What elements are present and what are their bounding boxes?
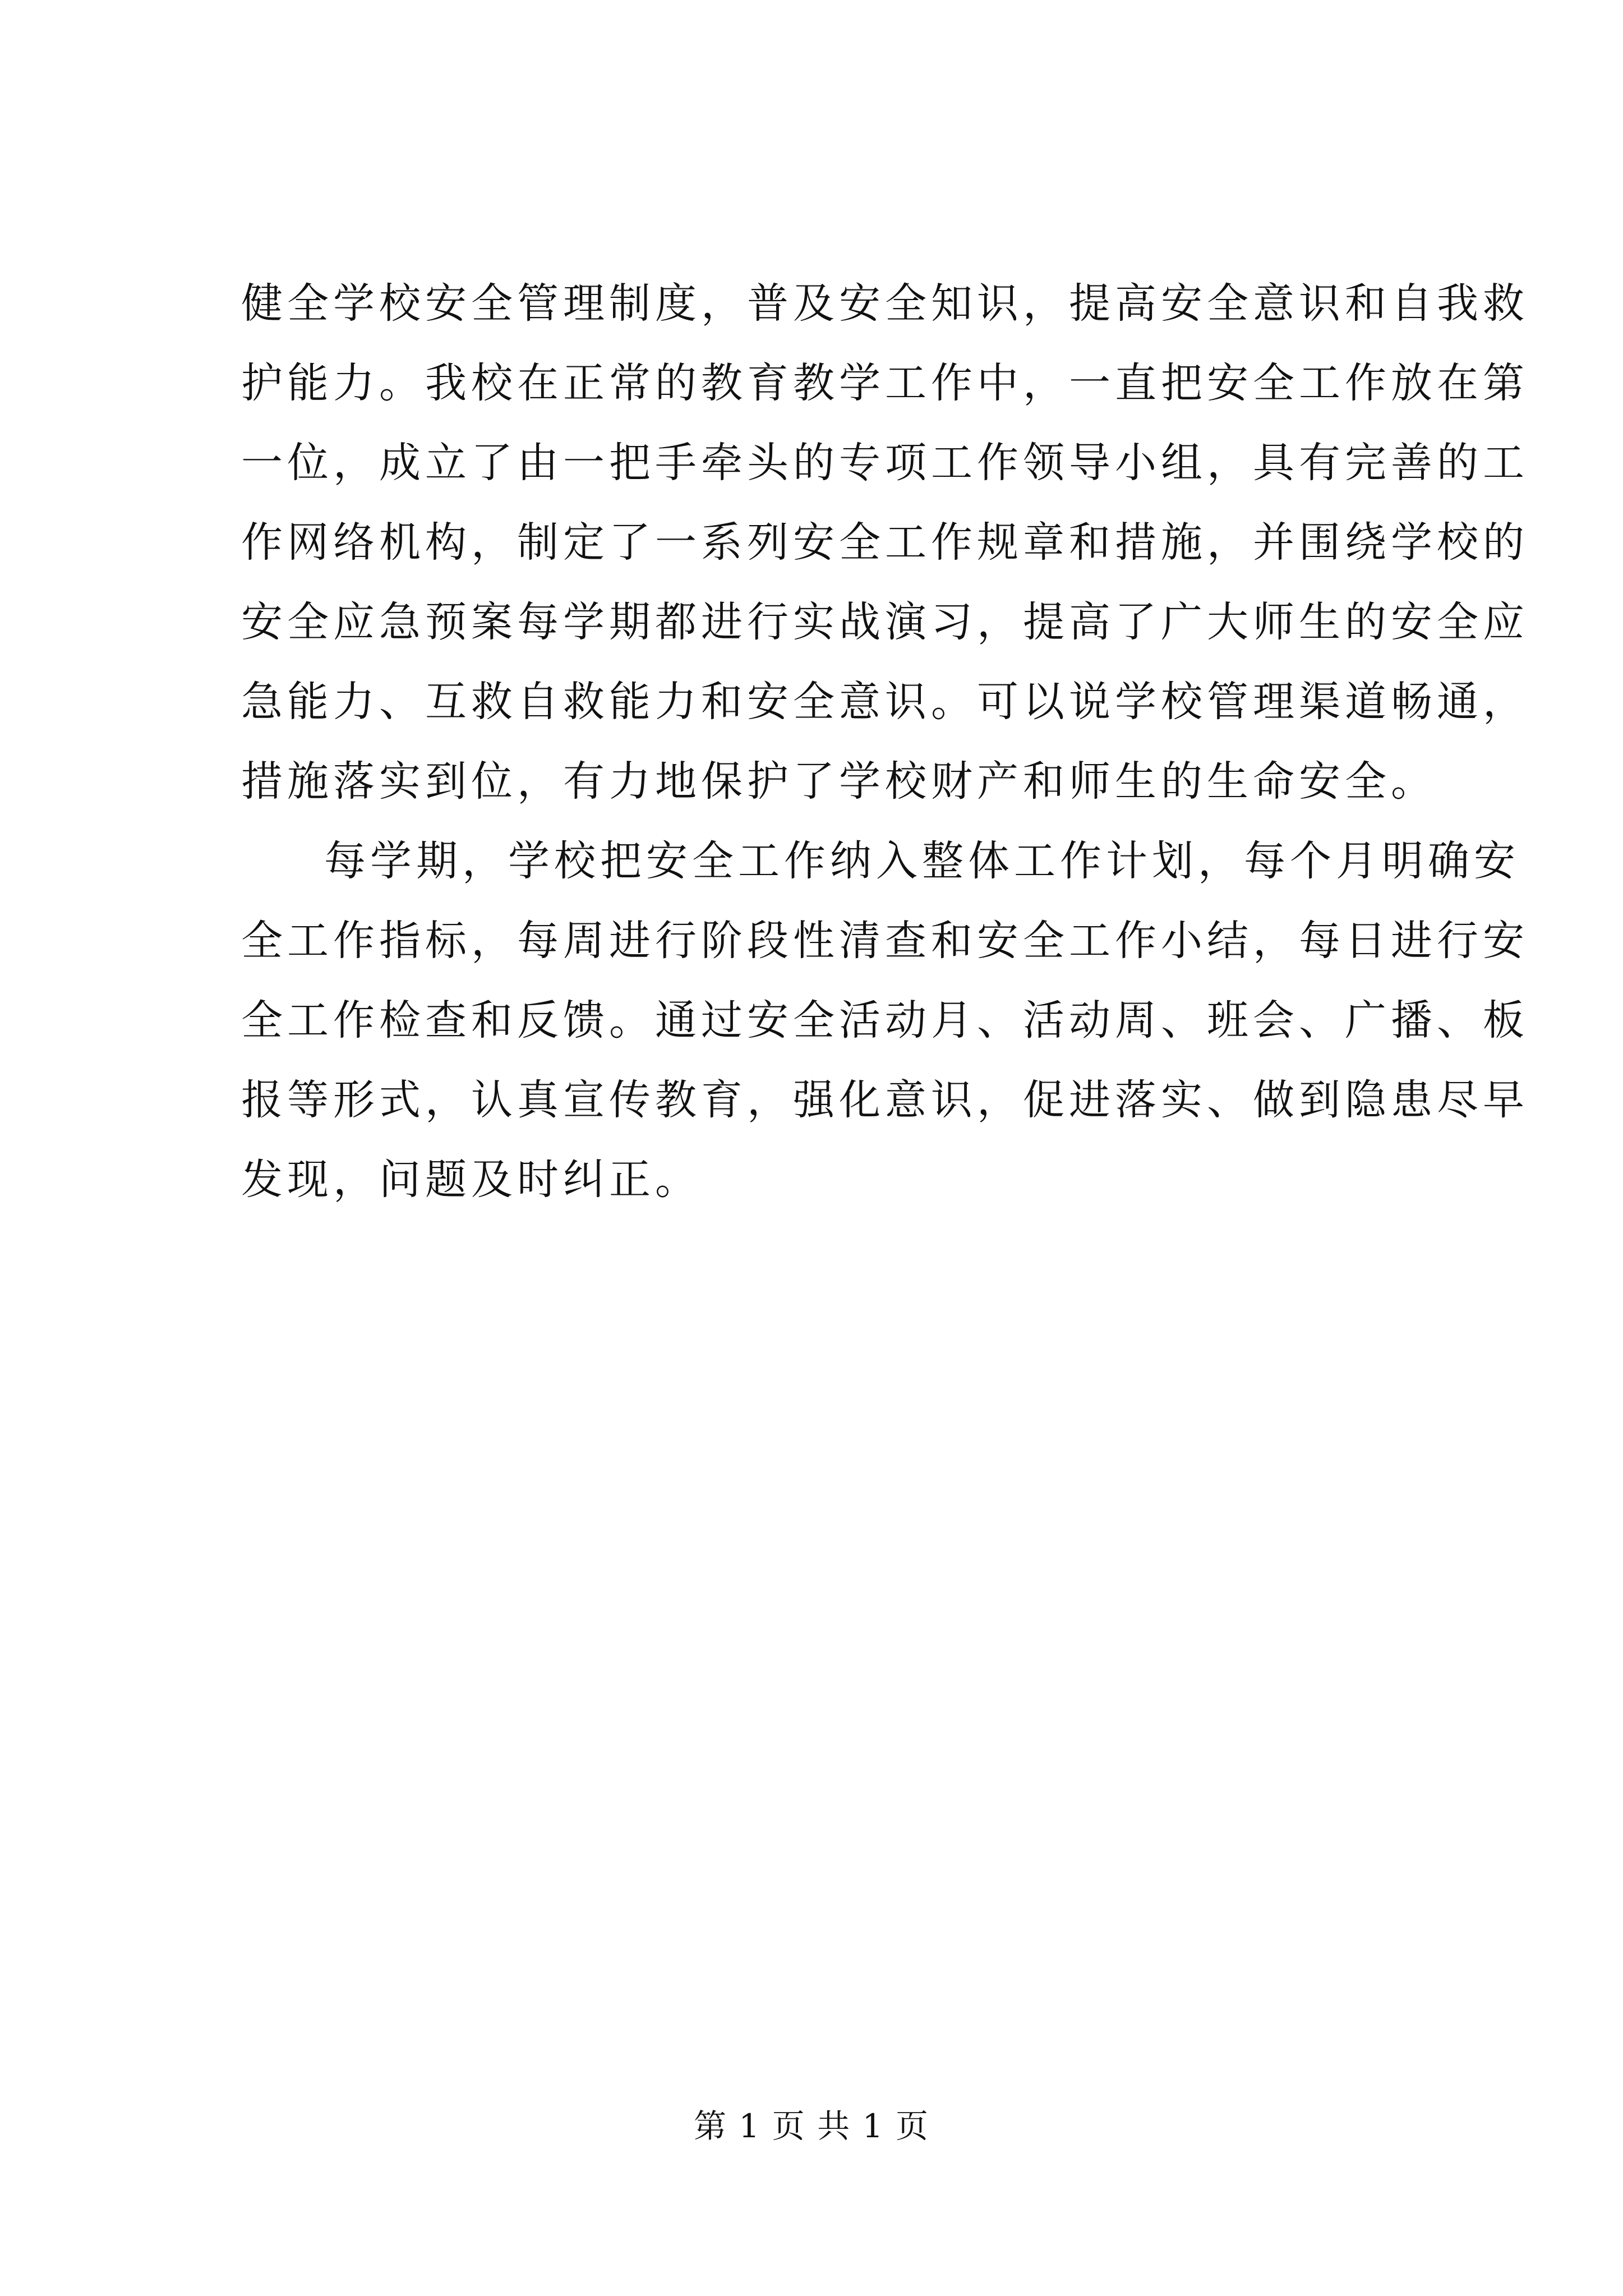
paragraph-line: 措施落实到位，有力地保护了学校财产和师生的生命安全。 [241,757,1437,806]
paragraph-line: 每学期，学校把安全工作纳入整体工作计划，每个月明确安 [324,837,1520,885]
paragraph-line: 急能力、互救自救能力和安全意识。可以说学校管理渠道畅通， [241,678,1529,726]
page-footer: 第 1 页 共 1 页 [694,2107,929,2145]
paragraph-line: 护能力。我校在正常的教育教学工作中，一直把安全工作放在第 [241,359,1529,407]
paragraph-line: 健全学校安全管理制度，普及安全知识，提高安全意识和自我救 [241,279,1529,328]
paragraph-line: 一位，成立了由一把手牵头的专项工作领导小组，具有完善的工 [241,439,1529,487]
paragraph-2 [241,821,1529,1220]
paragraph-line: 作网络机构，制定了一系列安全工作规章和措施，并围绕学校的 [241,518,1529,567]
paragraph-line: 全工作指标，每周进行阶段性清查和安全工作小结，每日进行安 [241,917,1529,965]
paragraph-1 [241,264,1529,821]
paragraph-line: 全工作检查和反馈。通过安全活动月、活动周、班会、广播、板 [241,996,1529,1045]
paragraph-line: 发现，问题及时纠正。 [241,1156,701,1204]
document-body [241,264,1529,1220]
paragraph-line: 安全应急预案每学期都进行实战演习，提高了广大师生的安全应 [241,598,1529,646]
paragraph-line: 报等形式，认真宣传教育，强化意识，促进落实、做到隐患尽早 [241,1076,1529,1124]
